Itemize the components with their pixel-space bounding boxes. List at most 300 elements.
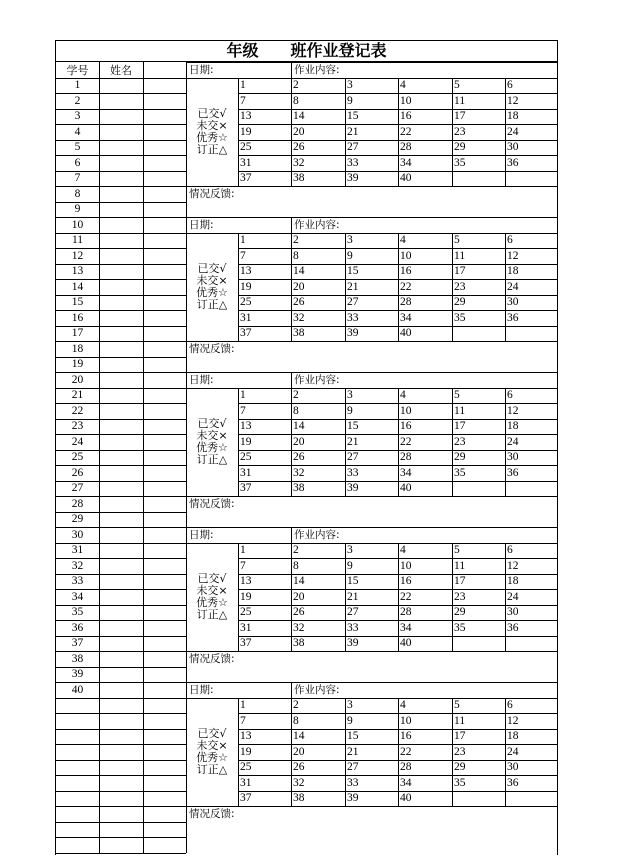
legend-item: 已交√ [197,261,227,275]
homework-cell-number: 20 [293,590,305,603]
homework-cell-number: 22 [400,590,412,603]
homework-cell-number: 25 [240,451,252,463]
homework-cell-number: 18 [507,575,519,587]
homework-cell-number: 14 [293,265,305,277]
homework-cell-number: 4 [400,389,406,401]
feedback-label: 情况反馈: [189,497,235,510]
homework-cell-number: 7 [240,559,246,572]
grid-col-line [291,388,292,497]
homework-cell-number: 6 [507,544,513,556]
homework-cell-number: 20 [293,280,305,293]
homework-cell-number: 10 [400,714,412,727]
header-name: 姓名 [110,63,132,77]
homework-cell-number: 21 [347,125,359,138]
homework-cell-number: 4 [400,234,406,246]
homework-cell-number: 14 [293,110,305,122]
homework-cell-number: 16 [400,575,412,587]
homework-cell-number: 7 [240,94,246,107]
student-number: 10 [71,218,84,231]
feedback-label: 情况反馈: [189,187,235,200]
homework-cell-number: 8 [293,559,299,572]
content-label: 作业内容: [294,528,340,541]
date-content-divider [291,217,292,233]
homework-cell-number: 23 [454,590,466,603]
homework-cell-number: 18 [507,265,519,277]
homework-cell-number: 23 [454,280,466,293]
homework-cell-number: 40 [400,482,412,494]
homework-cell-number: 27 [347,761,359,773]
legend-item: 已交√ [197,571,227,585]
homework-cell-number: 35 [454,311,466,324]
homework-cell-number: 1 [240,79,246,91]
block-top-line [186,527,557,528]
homework-cell-number: 37 [240,792,252,804]
homework-cell-number: 25 [240,296,252,308]
homework-cell-number: 30 [507,296,519,308]
homework-cell-number: 29 [454,606,466,618]
student-number: 35 [71,606,84,618]
homework-cell-number: 23 [454,125,466,138]
student-number: 11 [71,234,84,246]
homework-cell-number: 21 [347,435,359,448]
homework-cell-number: 38 [293,327,305,339]
homework-cell-number: 20 [293,125,305,138]
legend-item: 订正△ [196,762,228,776]
student-number: 2 [74,94,81,107]
grid-row-line [238,806,557,807]
status-legend [186,573,238,621]
student-number: 5 [74,141,81,153]
homework-cell-number: 26 [293,761,305,773]
student-number: 32 [71,559,84,572]
legend-item: 已交√ [197,106,227,120]
homework-cell-number: 12 [507,714,519,727]
homework-cell-number: 11 [454,404,466,417]
date-content-divider [291,527,292,543]
homework-cell-number: 29 [454,451,466,463]
grid-col-line [238,78,239,187]
block-top-line [186,372,557,373]
homework-cell-number: 35 [454,156,466,169]
homework-cell-number: 24 [507,280,519,293]
homework-cell-number: 39 [347,172,359,184]
homework-cell-number: 32 [293,156,305,169]
homework-cell-number: 13 [240,730,252,742]
column-divider [99,62,100,853]
homework-cell-number: 19 [240,125,252,138]
homework-cell-number: 11 [454,94,466,107]
homework-cell-number: 24 [507,435,519,448]
date-content-divider [291,62,292,78]
column-divider [143,62,144,853]
homework-cell-number: 21 [347,590,359,603]
student-number: 34 [71,590,84,603]
student-number: 14 [71,280,84,293]
homework-cell-number: 22 [400,745,412,758]
homework-cell-number: 29 [454,761,466,773]
grid-col-line [452,388,453,497]
homework-cell-number: 20 [293,745,305,758]
homework-cell-number: 9 [347,249,353,262]
grid-col-line [452,233,453,342]
grid-col-line [345,233,346,342]
homework-cell-number: 11 [454,714,466,727]
homework-cell-number: 37 [240,637,252,649]
homework-cell-number: 17 [454,265,466,277]
homework-cell-number: 35 [454,466,466,479]
homework-cell-number: 28 [400,451,412,463]
student-number: 15 [71,296,84,308]
student-number: 3 [74,110,81,122]
grid-col-line [238,388,239,497]
student-number: 16 [71,311,84,324]
grid-row-line [238,186,557,187]
homework-cell-number: 16 [400,730,412,742]
homework-cell-number: 32 [293,621,305,634]
grid-col-line [505,233,506,342]
homework-cell-number: 9 [347,559,353,572]
block-top-line [186,682,557,683]
homework-cell-number: 6 [507,699,513,711]
legend-item: 优秀☆ [196,750,228,764]
homework-cell-number: 19 [240,590,252,603]
homework-cell-number: 12 [507,249,519,262]
block-top-line [186,217,557,218]
student-number: 38 [71,652,84,665]
date-label: 日期: [189,373,214,386]
date-label: 日期: [189,528,214,541]
homework-cell-number: 22 [400,435,412,448]
homework-cell-number: 4 [400,544,406,556]
row-divider [56,698,186,699]
homework-cell-number: 13 [240,265,252,277]
homework-cell-number: 39 [347,482,359,494]
homework-cell-number: 31 [240,776,252,789]
homework-cell-number: 33 [347,621,359,634]
homework-cell-number: 33 [347,311,359,324]
homework-cell-number: 36 [507,156,519,169]
legend-item: 已交√ [197,726,227,740]
student-number: 13 [71,265,84,277]
grid-col-line [398,233,399,342]
homework-cell-number: 7 [240,404,246,417]
student-number: 7 [74,172,81,184]
student-number: 4 [74,125,81,138]
homework-cell-number: 8 [293,249,299,262]
homework-cell-number: 27 [347,141,359,153]
homework-cell-number: 29 [454,296,466,308]
homework-cell-number: 28 [400,296,412,308]
homework-cell-number: 40 [400,637,412,649]
homework-cell-number: 13 [240,110,252,122]
homework-cell-number: 30 [507,761,519,773]
grid-col-line [398,698,399,807]
grid-col-line [452,543,453,652]
homework-cell-number: 19 [240,745,252,758]
homework-cell-number: 18 [507,730,519,742]
grid-col-line [398,388,399,497]
student-number: 27 [71,482,84,494]
header-student-no: 学号 [66,63,89,77]
homework-cell-number: 21 [347,745,359,758]
student-number: 37 [71,637,84,649]
homework-cell-number: 25 [240,141,252,153]
homework-cell-number: 34 [400,466,412,479]
homework-cell-number: 36 [507,621,519,634]
homework-cell-number: 24 [507,590,519,603]
legend-item: 已交√ [197,416,227,430]
row-divider [56,729,186,730]
homework-cell-number: 32 [293,466,305,479]
content-label: 作业内容: [294,373,340,386]
grid-col-line [238,543,239,652]
homework-cell-number: 40 [400,792,412,804]
grid-col-line [452,698,453,807]
status-legend [186,108,238,156]
grid-col-line [505,698,506,807]
grid-col-line [291,543,292,652]
homework-cell-number: 37 [240,172,252,184]
homework-cell-number: 5 [454,79,460,91]
student-number: 36 [71,621,84,634]
homework-cell-number: 35 [454,621,466,634]
row-divider [56,806,186,807]
homework-cell-number: 5 [454,234,460,246]
homework-cell-number: 8 [293,714,299,727]
homework-cell-number: 37 [240,482,252,494]
homework-cell-number: 3 [347,234,353,246]
homework-cell-number: 6 [507,79,513,91]
homework-cell-number: 24 [507,125,519,138]
legend-item: 优秀☆ [196,130,228,144]
homework-cell-number: 13 [240,575,252,587]
homework-cell-number: 19 [240,435,252,448]
grid-col-line [291,233,292,342]
homework-cell-number: 6 [507,234,513,246]
homework-cell-number: 13 [240,420,252,432]
student-number: 25 [71,451,84,463]
date-label: 日期: [189,218,214,231]
student-number: 29 [71,513,84,525]
homework-cell-number: 3 [347,389,353,401]
homework-cell-number: 16 [400,265,412,277]
student-number: 28 [71,497,84,510]
homework-cell-number: 15 [347,575,359,587]
student-number: 30 [71,528,84,541]
homework-cell-number: 34 [400,156,412,169]
homework-cell-number: 18 [507,110,519,122]
homework-cell-number: 10 [400,404,412,417]
homework-cell-number: 33 [347,156,359,169]
homework-cell-number: 30 [507,606,519,618]
homework-cell-number: 8 [293,94,299,107]
student-number: 22 [71,404,84,417]
student-number: 20 [71,373,84,386]
row-divider [56,822,186,823]
homework-cell-number: 39 [347,327,359,339]
homework-cell-number: 3 [347,544,353,556]
homework-cell-number: 30 [507,141,519,153]
feedback-label: 情况反馈: [189,342,235,355]
grid-col-line [345,543,346,652]
homework-cell-number: 37 [240,327,252,339]
homework-cell-number: 39 [347,637,359,649]
homework-cell-number: 38 [293,792,305,804]
homework-cell-number: 2 [293,544,299,556]
grid-row-line [238,341,557,342]
homework-cell-number: 15 [347,420,359,432]
homework-cell-number: 26 [293,606,305,618]
homework-cell-number: 27 [347,606,359,618]
grid-row-line [238,651,557,652]
grid-col-line [345,698,346,807]
homework-cell-number: 38 [293,482,305,494]
student-number: 24 [71,435,84,448]
homework-cell-number: 15 [347,110,359,122]
homework-cell-number: 14 [293,420,305,432]
homework-cell-number: 24 [507,745,519,758]
homework-cell-number: 2 [293,699,299,711]
grid-col-line [291,698,292,807]
homework-cell-number: 36 [507,466,519,479]
homework-cell-number: 38 [293,172,305,184]
homework-cell-number: 36 [507,311,519,324]
grid-col-line [505,388,506,497]
homework-cell-number: 26 [293,451,305,463]
student-number: 39 [71,668,84,680]
grid-col-line [505,543,506,652]
homework-cell-number: 12 [507,404,519,417]
homework-cell-number: 9 [347,94,353,107]
homework-cell-number: 27 [347,451,359,463]
legend-top-line [186,388,238,389]
content-label: 作业内容: [294,63,340,76]
grid-row-line [238,496,557,497]
student-number: 40 [71,683,84,696]
student-number: 21 [71,389,84,401]
homework-cell-number: 31 [240,311,252,324]
homework-cell-number: 26 [293,141,305,153]
homework-cell-number: 17 [454,420,466,432]
legend-item: 优秀☆ [196,285,228,299]
legend-top-line [186,698,238,699]
homework-cell-number: 39 [347,792,359,804]
homework-cell-number: 14 [293,730,305,742]
homework-cell-number: 31 [240,466,252,479]
homework-cell-number: 9 [347,714,353,727]
homework-cell-number: 11 [454,249,466,262]
homework-cell-number: 28 [400,606,412,618]
feedback-label: 情况反馈: [189,807,235,820]
homework-cell-number: 40 [400,327,412,339]
homework-cell-number: 1 [240,699,246,711]
date-content-divider [291,372,292,388]
homework-cell-number: 26 [293,296,305,308]
student-number: 6 [74,156,81,169]
homework-cell-number: 31 [240,621,252,634]
homework-cell-number: 7 [240,714,246,727]
student-number: 31 [71,544,84,556]
homework-cell-number: 1 [240,389,246,401]
homework-cell-number: 10 [400,94,412,107]
homework-cell-number: 5 [454,699,460,711]
student-number: 12 [71,249,84,262]
legend-top-line [186,543,238,544]
legend-item: 未交× [196,273,228,287]
legend-item: 未交× [196,738,228,752]
homework-cell-number: 22 [400,280,412,293]
row-divider [56,760,186,761]
legend-top-line [186,78,238,79]
homework-cell-number: 40 [400,172,412,184]
homework-cell-number: 17 [454,110,466,122]
student-number: 33 [71,575,84,587]
legend-item: 订正△ [196,297,228,311]
homework-cell-number: 14 [293,575,305,587]
homework-cell-number: 3 [347,79,353,91]
row-divider [56,775,186,776]
content-label: 作业内容: [294,683,340,696]
homework-cell-number: 4 [400,79,406,91]
status-legend [186,728,238,776]
homework-cell-number: 36 [507,776,519,789]
homework-cell-number: 32 [293,776,305,789]
grid-col-line [238,233,239,342]
row-divider [56,791,186,792]
student-number: 8 [74,187,81,200]
homework-cell-number: 12 [507,559,519,572]
homework-cell-number: 16 [400,110,412,122]
feedback-label: 情况反馈: [189,652,235,665]
homework-cell-number: 15 [347,265,359,277]
homework-cell-number: 25 [240,761,252,773]
homework-cell-number: 1 [240,544,246,556]
homework-cell-number: 25 [240,606,252,618]
homework-cell-number: 28 [400,141,412,153]
homework-cell-number: 17 [454,730,466,742]
grid-col-line [398,543,399,652]
homework-cell-number: 23 [454,745,466,758]
homework-cell-number: 19 [240,280,252,293]
grid-col-line [345,388,346,497]
homework-cell-number: 33 [347,466,359,479]
homework-cell-number: 30 [507,451,519,463]
homework-cell-number: 4 [400,699,406,711]
date-content-divider [291,682,292,698]
homework-cell-number: 20 [293,435,305,448]
homework-cell-number: 2 [293,234,299,246]
homework-cell-number: 11 [454,559,466,572]
homework-cell-number: 5 [454,389,460,401]
row-divider [56,837,186,838]
content-label: 作业内容: [294,218,340,231]
homework-cell-number: 31 [240,156,252,169]
homework-cell-number: 32 [293,311,305,324]
homework-cell-number: 2 [293,79,299,91]
homework-cell-number: 33 [347,776,359,789]
grid-col-line [452,78,453,187]
grid-col-line [291,78,292,187]
row-divider [56,713,186,714]
block-top-line [186,62,557,63]
homework-cell-number: 34 [400,621,412,634]
row-divider [56,853,186,854]
status-legend [186,263,238,311]
homework-cell-number: 17 [454,575,466,587]
status-legend [186,418,238,466]
legend-item: 优秀☆ [196,595,228,609]
grid-col-line [505,78,506,187]
